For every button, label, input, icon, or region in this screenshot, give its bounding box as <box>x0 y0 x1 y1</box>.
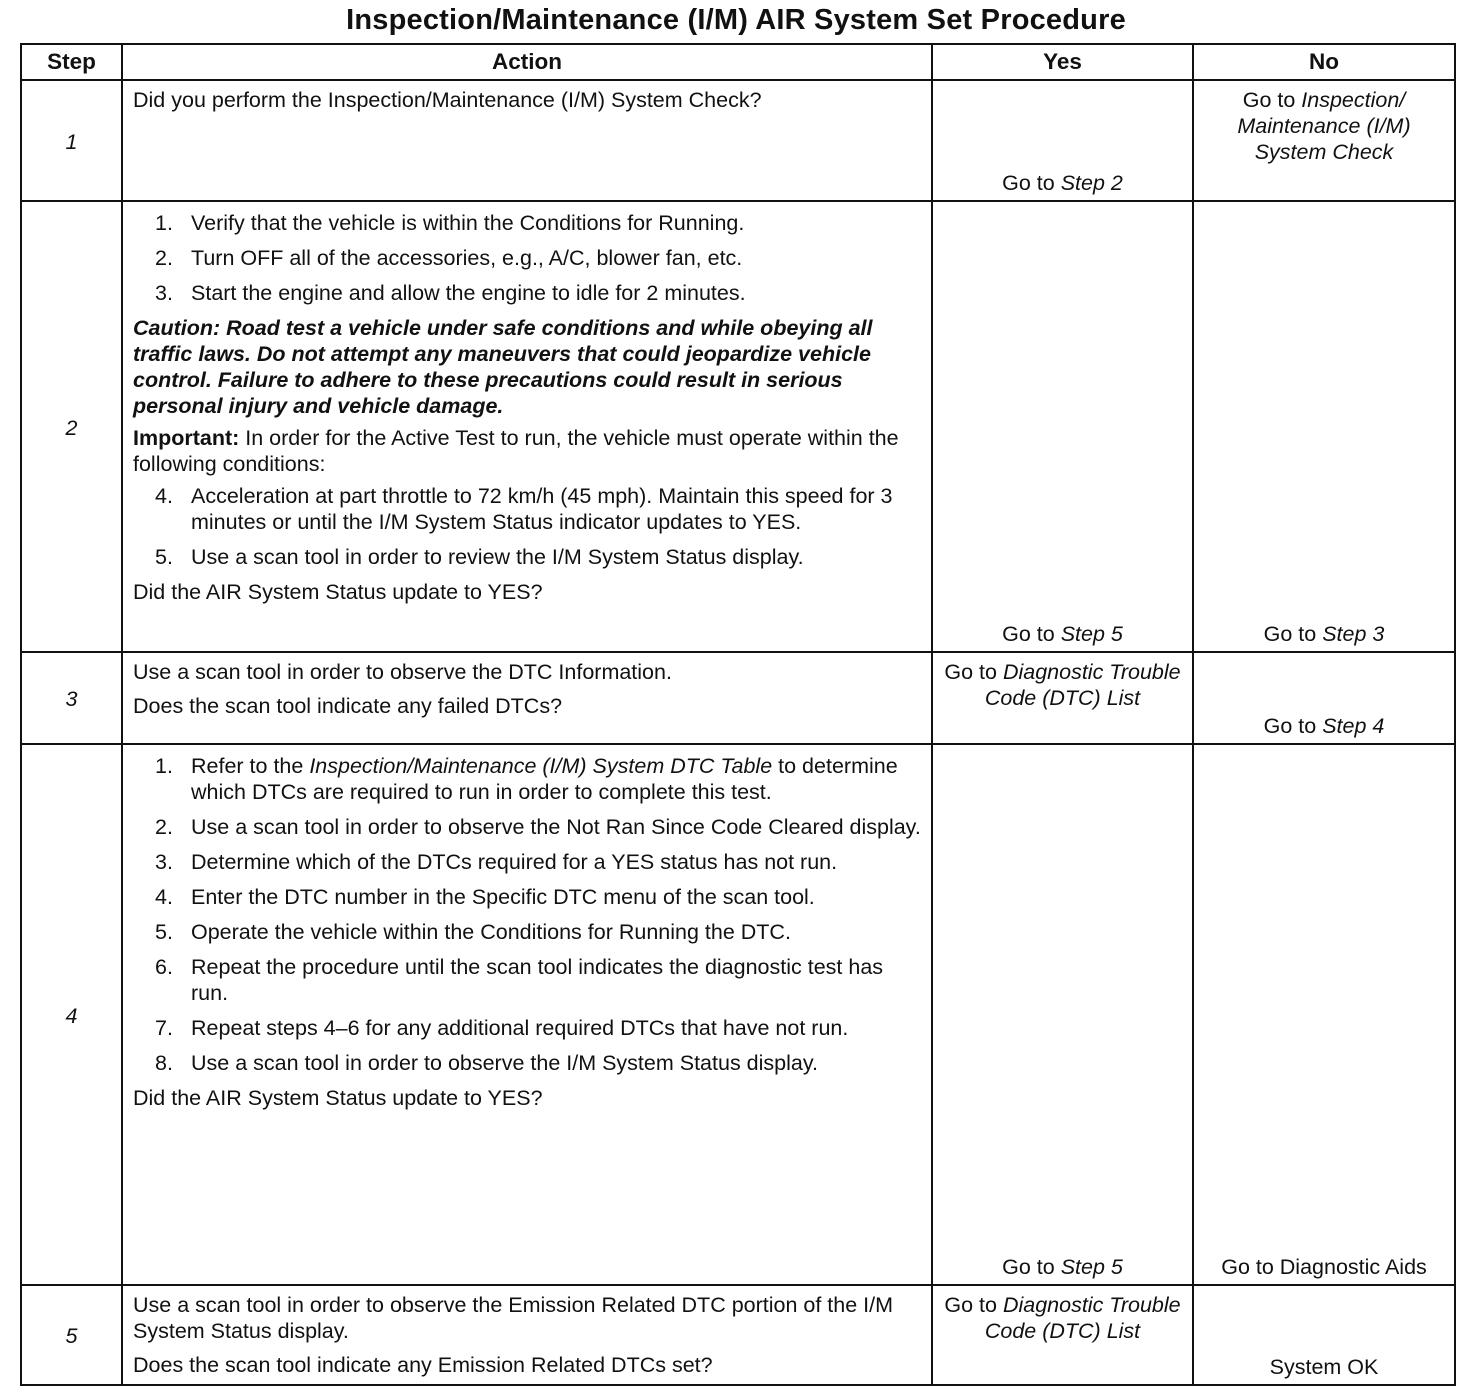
no-link[interactable]: Inspection/ Maintenance (I/M) System Check <box>1237 88 1411 164</box>
sub-steps-list <box>133 753 921 1076</box>
yes-prefix: Go to <box>944 660 997 684</box>
list-item: 3. Start the engine and allow the engine to idle for 2 minutes. <box>155 281 746 305</box>
question-text: Did the AIR System Status update to YES? <box>133 580 543 604</box>
action-cell <box>122 201 932 652</box>
list-item: 3. Determine which of the DTCs required for a YES status has not run. <box>155 850 838 874</box>
no-cell <box>1193 1285 1455 1385</box>
header-row <box>21 44 1455 80</box>
header-action: Action <box>122 44 932 80</box>
no-prefix: Go to <box>1263 622 1317 646</box>
sub-steps-list <box>133 483 921 570</box>
list-item: 5. Use a scan tool in order to review the I/M System Status display. <box>155 545 804 569</box>
question-text: Did you perform the Inspection/Maintenance (I/M) System Check? <box>133 88 762 112</box>
step-number: 1 <box>21 80 122 201</box>
step-number: 2 <box>21 201 122 652</box>
list-item: 2. Use a scan tool in order to observe the Not Ran Since Code Cleared display. <box>155 815 921 839</box>
no-link[interactable]: Step 4 <box>1322 714 1385 738</box>
list-item: 4. Enter the DTC number in the Specific DTC menu of the scan tool. <box>155 885 815 909</box>
yes-cell <box>932 652 1193 744</box>
question-text: Does the scan tool indicate any failed DTCs? <box>133 694 563 718</box>
no-cell <box>1193 744 1455 1285</box>
list-item: 4. Acceleration at part throttle to 72 km/h (45 mph). Maintain this speed for 3 minutes or until the I/M System Status indicator updates to YES. <box>155 484 893 534</box>
yes-prefix: Go to <box>944 1293 997 1317</box>
yes-link[interactable]: Step 2 <box>1060 171 1123 195</box>
important-note <box>133 425 921 477</box>
page-title: Inspection/Maintenance (I/M) AIR System Set Procedure <box>346 4 1126 36</box>
yes-prefix: Go to <box>1002 171 1055 195</box>
yes-link[interactable]: Step 5 <box>1060 622 1123 646</box>
list-item: 6. Repeat the procedure until the scan tool indicates the diagnostic test has run. <box>155 955 884 1005</box>
caution-note: Caution: Road test a vehicle under safe conditions and while obeying all traffic laws. Do not attempt any maneuvers that could jeopardize vehicle control. Failure to adhere to these precautions could result in serious personal injury and vehicle damage. <box>133 316 873 418</box>
list-item: 1. Refer to the Inspection/Maintenance (I/M) System DTC Table to determine which DTCs are required to run in order to complete this test. <box>155 754 898 804</box>
table-row-step-4 <box>21 744 1455 1285</box>
no-link[interactable]: Step 3 <box>1322 622 1385 646</box>
no-cell <box>1193 80 1455 201</box>
dtc-table-link[interactable]: Inspection/Maintenance (I/M) System DTC Table <box>309 754 773 778</box>
table-row-step-1 <box>21 80 1455 201</box>
action-cell <box>122 744 932 1285</box>
step-number: 5 <box>21 1285 122 1385</box>
yes-cell <box>932 1285 1193 1385</box>
step-number: 4 <box>21 744 122 1285</box>
action-cell <box>122 1285 932 1385</box>
list-item: 5. Operate the vehicle within the Conditions for Running the DTC. <box>155 920 791 944</box>
table-row-step-2 <box>21 201 1455 652</box>
yes-prefix: Go to <box>1002 622 1055 646</box>
sub-steps-list <box>133 210 921 306</box>
no-link[interactable]: Go to Diagnostic Aids <box>1221 1255 1427 1279</box>
no-result: System OK <box>1269 1355 1379 1379</box>
procedure-table <box>20 43 1456 1386</box>
yes-prefix: Go to <box>1002 1255 1055 1279</box>
yes-link[interactable]: Diagnostic Trouble Code (DTC) List <box>984 1293 1181 1343</box>
action-cell <box>122 652 932 744</box>
yes-link[interactable]: Step 5 <box>1060 1255 1123 1279</box>
header-no: No <box>1193 44 1455 80</box>
action-text: Use a scan tool in order to observe the Emission Related DTC portion of the I/M System Status display. <box>133 1293 894 1343</box>
table-row-step-5 <box>21 1285 1455 1385</box>
question-text: Does the scan tool indicate any Emission Related DTCs set? <box>133 1353 713 1377</box>
no-prefix: Go to <box>1263 714 1317 738</box>
no-cell <box>1193 201 1455 652</box>
list-item: 2. Turn OFF all of the accessories, e.g., A/C, blower fan, etc. <box>155 246 743 270</box>
no-cell <box>1193 652 1455 744</box>
yes-cell <box>932 201 1193 652</box>
yes-link[interactable]: Diagnostic Trouble Code (DTC) List <box>984 660 1181 710</box>
important-text: In order for the Active Test to run, the vehicle must operate within the following conditions: <box>133 426 899 476</box>
list-item: 7. Repeat steps 4–6 for any additional required DTCs that have not run. <box>155 1016 849 1040</box>
action-cell <box>122 80 932 201</box>
list-item: 1. Verify that the vehicle is within the Conditions for Running. <box>155 211 745 235</box>
list-item: 8. Use a scan tool in order to observe the I/M System Status display. <box>155 1051 818 1075</box>
action-text: Use a scan tool in order to observe the DTC Information. <box>133 660 672 684</box>
question-text: Did the AIR System Status update to YES? <box>133 1086 543 1110</box>
yes-cell <box>932 744 1193 1285</box>
no-prefix: Go to <box>1242 88 1296 112</box>
important-label: Important: <box>133 426 240 450</box>
header-step: Step <box>21 44 122 80</box>
table-row-step-3 <box>21 652 1455 744</box>
step-number: 3 <box>21 652 122 744</box>
yes-cell <box>932 80 1193 201</box>
header-yes: Yes <box>932 44 1193 80</box>
